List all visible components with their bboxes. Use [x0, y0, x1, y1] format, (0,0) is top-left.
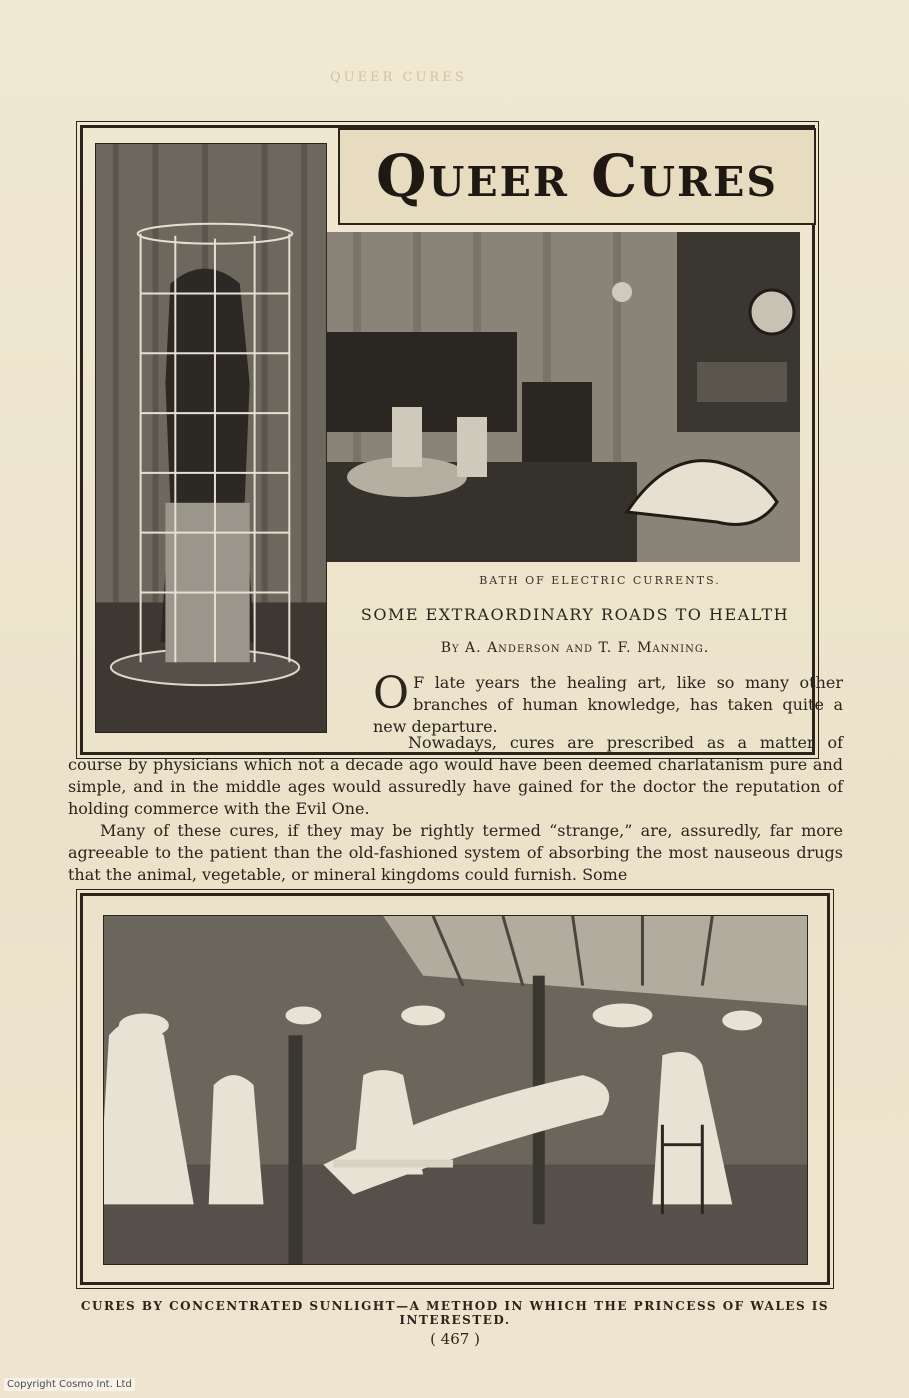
sunlight-cure-photo	[103, 915, 808, 1265]
paragraph-3: Many of these cures, if they may be rightly termed “strange,” are, assuredly, far more agreeable to the patient than the old-fashioned system of absorbing the most nauseous drugs that the animal, vegetable, or mineral kingdoms could furnish. Some	[68, 821, 843, 884]
copyright-watermark: Copyright Cosmo Int. Ltd	[4, 1378, 135, 1391]
electrical-apparatus-photo	[327, 232, 800, 562]
paragraph-1	[373, 668, 843, 738]
article-byline: By A. Anderson and T. F. Manning.	[440, 640, 710, 656]
page-number: ( 467 )	[430, 1330, 480, 1348]
bottom-photo-caption: CURES BY CONCENTRATED SUNLIGHT—A METHOD IN WHICH THE PRINCESS OF WALES IS INTERESTED.	[80, 1299, 830, 1327]
title-banner	[338, 128, 816, 225]
top-photo-caption: BATH OF ELECTRIC CURRENTS.	[479, 574, 721, 587]
electric-bath-photo	[95, 143, 327, 733]
paragraph-2: Nowadays, cures are prescribed as a matter of course by physicians which not a decade ago would have been deemed charlatanism pure and simple, and in the middle ages would assuredly have gained for the doctor the reputation of holding commerce with the Evil One.	[68, 733, 843, 818]
drop-cap: O	[373, 668, 410, 719]
article-subtitle: SOME EXTRAORDINARY ROADS TO HEALTH	[360, 605, 790, 624]
running-head: QUEER CURES	[330, 70, 467, 85]
article-title: Queer Cures	[376, 142, 778, 210]
paragraph-1-text: F late years the healing art, like so many other branches of human knowledge, has taken quite a new departure.	[373, 673, 843, 736]
